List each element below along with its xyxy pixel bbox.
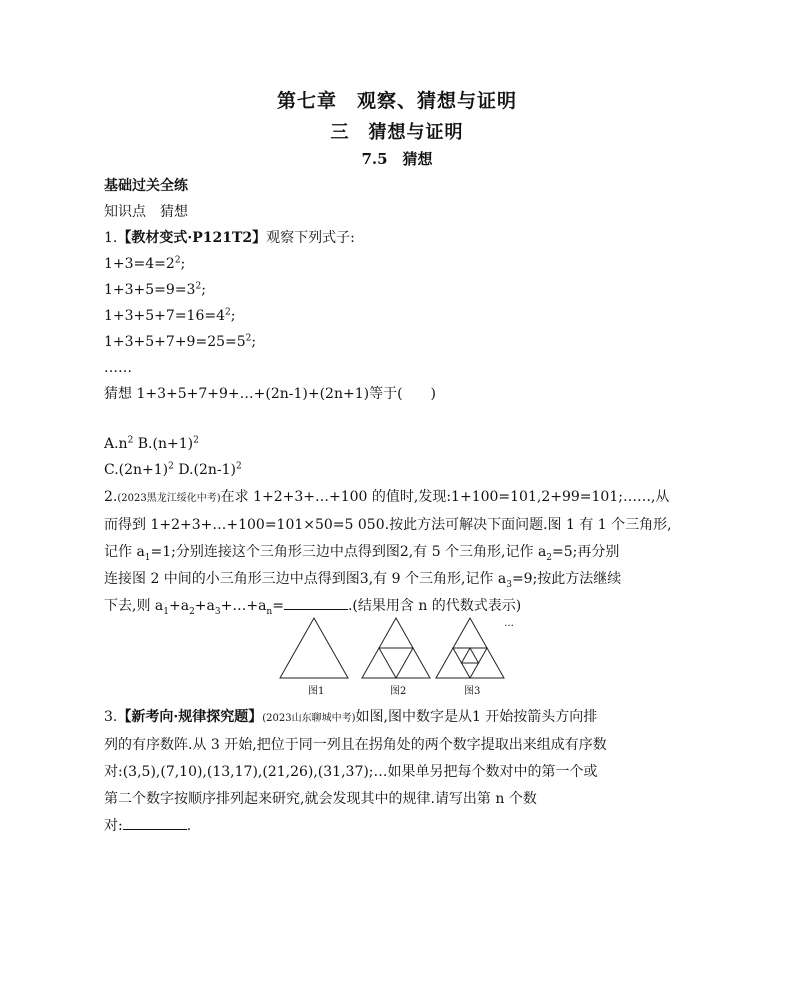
- subsection-title: 7.5 猜想: [361, 150, 433, 168]
- section-title: 三 猜想与证明: [330, 122, 464, 143]
- q3-answer-blank[interactable]: [123, 815, 187, 830]
- q1-option-a[interactable]: $A.n^2$: [104, 435, 134, 452]
- q2-figures: [278, 616, 538, 698]
- q3-source: (2023山东聊城中考): [262, 713, 356, 724]
- q1-option-d[interactable]: $D.(2n-1)^2$: [178, 461, 242, 478]
- fig1-label: 图1: [308, 686, 325, 697]
- basic-practice-label: 基础过关全练: [104, 178, 188, 194]
- fig3-inner-triangle: [462, 648, 479, 663]
- q1-options-ab: [104, 434, 199, 454]
- fig1-triangle: [280, 618, 348, 678]
- q3-tag: 【新考向·规律探究题】: [117, 709, 263, 725]
- q3-stem: 3.【新考向·规律探究题】(2023山东聊城中考)如图,图中数字是从1 开始按箭头方向排 列的有序数阵.从 3 开始,把位于同一列且在拐角处的两个数字提取出来组成有序数 对:(3,5),(7,10),(13,17),(21,26),(31,37);…如果单另把每个数对中的第一个或 第二个数字按顺序排列起来研究,就会发现其中的规律.请写出第 n 个数 对: .: [104, 709, 607, 834]
- q1-option-b[interactable]: $B.(n+1)^2$: [137, 435, 199, 452]
- fig-ellipsis: …: [504, 618, 514, 629]
- q1-option-c[interactable]: $C.(2n+1)^2$: [104, 461, 174, 478]
- q1-equation-2: $1+3+5=9=3^2$;: [104, 281, 206, 298]
- q1-guess: 猜想 1+3+5+7+9+…+(2n-1)+(2n+1)等于( ): [104, 386, 436, 402]
- q1-equation-4: $1+3+5+7+9=25=5^2$;: [104, 333, 257, 350]
- q2-source: (2023黑龙江绥化中考): [117, 493, 221, 504]
- q1-number: 1.: [104, 230, 118, 246]
- q1-text: 观察下列式子:: [266, 230, 355, 246]
- q1-dots: ……: [104, 360, 132, 376]
- triangle-figures: [278, 616, 538, 698]
- fig2-label: 图2: [390, 686, 407, 697]
- q1-tag: 【教材变式·P121T2】: [117, 230, 267, 246]
- q1-equation-3: $1+3+5+7=16=4^2$;: [104, 307, 236, 324]
- q1-equation-1: $1+3=4=2^2$;: [104, 255, 186, 272]
- chapter-title: 第七章 观察、猜想与证明: [276, 90, 517, 112]
- fig3-label: 图3: [464, 686, 481, 697]
- q2-answer-blank[interactable]: [284, 595, 348, 610]
- fig2-inner-triangle: [379, 648, 413, 678]
- knowledge-point-label: 知识点 猜想: [104, 204, 188, 220]
- q1-options-cd: [104, 460, 242, 480]
- q2-stem: 2.(2023黑龙江绥化中考)在求 1+2+3+…+100 的值时,发现:1+100=101,2+99=101;……,从 而得到 1+2+3+…+100=101×50=5 050.按此方法可解决下面问题.图 1 有 1 个三角形, 记作 $a_1=1$;分别连接这个三角形三边中点得到图2,有 5 个三角形,记作 $a_2=5$;再分别 连接图 2 中间的小三角形三边中点得到图3,有 9 个三角形,记作 $a_3=9$;按此方法继续 下去,则 $a_1+a_2+a_3+\dots+a_n=$ .(结果用含 n 的代数式表示): [104, 489, 672, 617]
- q1-stem: [104, 228, 355, 248]
